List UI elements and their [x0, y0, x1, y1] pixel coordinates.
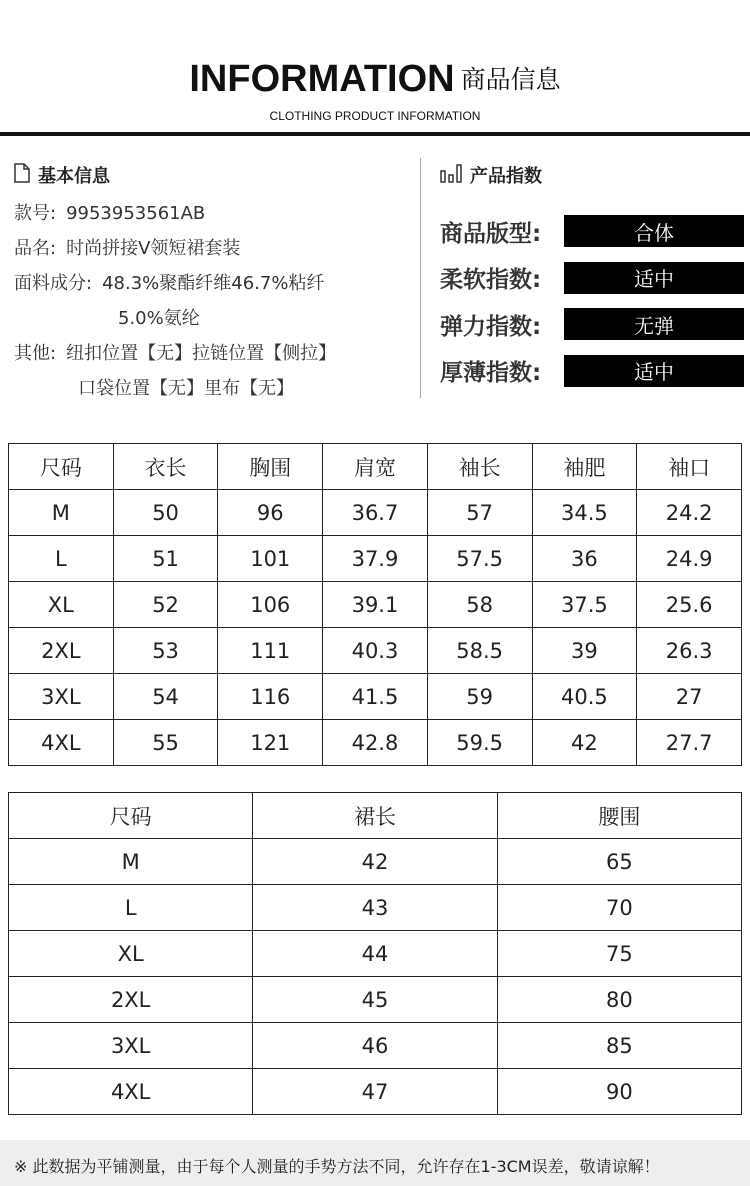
table-cell: 59.5: [427, 720, 532, 766]
fabric-value-line2: 5.0%氨纶: [118, 308, 200, 329]
table-cell: 3XL: [9, 674, 114, 720]
title-row: [0, 58, 750, 101]
product-name-line: [14, 231, 414, 266]
table-cell: 106: [218, 582, 323, 628]
table-cell: 116: [218, 674, 323, 720]
table-cell: 111: [218, 628, 323, 674]
section-divider: [420, 158, 421, 398]
other-value-line1: 纽扣位置【无】拉链位置【侧拉】: [66, 343, 337, 364]
column-header: 袖长: [427, 444, 532, 490]
product-index-heading: [440, 160, 745, 190]
table-cell: 58: [427, 582, 532, 628]
column-header: 胸围: [218, 444, 323, 490]
basic-info-section: [14, 160, 414, 406]
table-cell: 54: [113, 674, 218, 720]
table-cell: 40.3: [323, 628, 428, 674]
index-value-badge: 适中: [564, 355, 744, 387]
table-cell: 85: [497, 1023, 741, 1069]
table-row: [9, 582, 742, 628]
table-cell: 40.5: [532, 674, 637, 720]
table-cell: 43: [253, 885, 497, 931]
table-row: [9, 490, 742, 536]
table-cell: 121: [218, 720, 323, 766]
table-cell: 52: [113, 582, 218, 628]
table-cell: 47: [253, 1069, 497, 1115]
table-cell: 24.2: [637, 490, 742, 536]
column-header: 腰围: [497, 793, 741, 839]
other-label: 其他:: [14, 343, 57, 364]
document-icon: [14, 163, 38, 188]
table-row: [9, 977, 742, 1023]
table-cell: 42: [253, 839, 497, 885]
title-english: INFORMATION: [189, 58, 455, 100]
product-name-label: 品名:: [14, 238, 57, 259]
table-cell: 27: [637, 674, 742, 720]
index-list: [440, 208, 745, 394]
table-cell: 80: [497, 977, 741, 1023]
style-number-label: 款号:: [14, 203, 57, 224]
table-cell: 2XL: [9, 628, 114, 674]
table-cell: 101: [218, 536, 323, 582]
table-row: [9, 885, 742, 931]
table-cell: M: [9, 839, 253, 885]
index-label: 商品版型:: [440, 220, 542, 247]
column-header: 肩宽: [323, 444, 428, 490]
page-header: [0, 0, 750, 140]
skirt-size-table: [8, 792, 742, 1115]
column-header: 尺码: [9, 793, 253, 839]
table-cell: 57: [427, 490, 532, 536]
table-cell: 2XL: [9, 977, 253, 1023]
other-line: [14, 336, 414, 371]
basic-info-title: 基本信息: [38, 166, 110, 187]
table-row: [9, 674, 742, 720]
table-cell: 70: [497, 885, 741, 931]
bar-chart-icon: [440, 163, 470, 188]
table-cell: 26.3: [637, 628, 742, 674]
header-divider: [0, 132, 750, 136]
column-header: 尺码: [9, 444, 114, 490]
table-cell: 39.1: [323, 582, 428, 628]
style-number-value: 9953953561AB: [66, 203, 206, 224]
table-cell: 59: [427, 674, 532, 720]
index-value-badge: 无弹: [564, 308, 744, 340]
table-cell: L: [9, 536, 114, 582]
table-cell: L: [9, 885, 253, 931]
table-cell: 41.5: [323, 674, 428, 720]
table-row: [9, 536, 742, 582]
table-cell: 65: [497, 839, 741, 885]
index-row: [440, 301, 745, 348]
column-header: 袖口: [637, 444, 742, 490]
index-label: 柔软指数:: [440, 267, 542, 294]
index-value-badge: 适中: [564, 262, 744, 294]
index-label: 厚薄指数:: [440, 360, 542, 387]
table-cell: M: [9, 490, 114, 536]
table-cell: 50: [113, 490, 218, 536]
table-row: [9, 628, 742, 674]
table-cell: 57.5: [427, 536, 532, 582]
table-cell: 4XL: [9, 720, 114, 766]
product-name-value: 时尚拼接V领短裙套装: [66, 238, 241, 259]
table-cell: 75: [497, 931, 741, 977]
other-value-line2: 口袋位置【无】里布【无】: [78, 378, 294, 399]
top-size-table: [8, 443, 742, 766]
table-header-row: [9, 793, 742, 839]
fabric-label: 面料成分:: [14, 273, 93, 294]
table-cell: 36.7: [323, 490, 428, 536]
title-chinese: 商品信息: [460, 65, 561, 94]
table-row: [9, 839, 742, 885]
measurement-note: ※ 此数据为平铺测量，由于每个人测量的手势方法不同，允许存在1-3CM误差，敬请谅解！: [14, 1157, 660, 1176]
table-cell: 96: [218, 490, 323, 536]
table-cell: XL: [9, 931, 253, 977]
product-index-title: 产品指数: [470, 166, 542, 187]
table-cell: 24.9: [637, 536, 742, 582]
table-cell: 42.8: [323, 720, 428, 766]
table-cell: 58.5: [427, 628, 532, 674]
table-cell: 37.5: [532, 582, 637, 628]
subtitle: CLOTHING PRODUCT INFORMATION: [269, 109, 481, 123]
table-cell: 55: [113, 720, 218, 766]
table-cell: XL: [9, 582, 114, 628]
table-cell: 45: [253, 977, 497, 1023]
table-cell: 51: [113, 536, 218, 582]
table-cell: 39: [532, 628, 637, 674]
table-cell: 44: [253, 931, 497, 977]
index-row: [440, 348, 745, 395]
table-row: [9, 1023, 742, 1069]
table-header-row: [9, 444, 742, 490]
table-cell: 3XL: [9, 1023, 253, 1069]
index-label: 弹力指数:: [440, 313, 542, 340]
table-cell: 42: [532, 720, 637, 766]
index-row: [440, 255, 745, 302]
footer-note-bar: [0, 1140, 750, 1186]
index-value-badge: 合体: [564, 215, 744, 247]
column-header: 袖肥: [532, 444, 637, 490]
table-cell: 53: [113, 628, 218, 674]
column-header: 裙长: [253, 793, 497, 839]
table-cell: 46: [253, 1023, 497, 1069]
table-cell: 4XL: [9, 1069, 253, 1115]
index-row: [440, 208, 745, 255]
fabric-value-line1: 48.3%聚酯纤维46.7%粘纤: [102, 273, 325, 294]
style-number-line: [14, 196, 414, 231]
table-row: [9, 720, 742, 766]
fabric-line: [14, 266, 414, 301]
column-header: 衣长: [113, 444, 218, 490]
table-row: [9, 1069, 742, 1115]
table-cell: 34.5: [532, 490, 637, 536]
table-cell: 37.9: [323, 536, 428, 582]
table-row: [9, 931, 742, 977]
table-cell: 25.6: [637, 582, 742, 628]
table-cell: 90: [497, 1069, 741, 1115]
basic-info-heading: [14, 160, 414, 190]
product-index-section: [440, 160, 745, 394]
table-cell: 36: [532, 536, 637, 582]
table-cell: 27.7: [637, 720, 742, 766]
